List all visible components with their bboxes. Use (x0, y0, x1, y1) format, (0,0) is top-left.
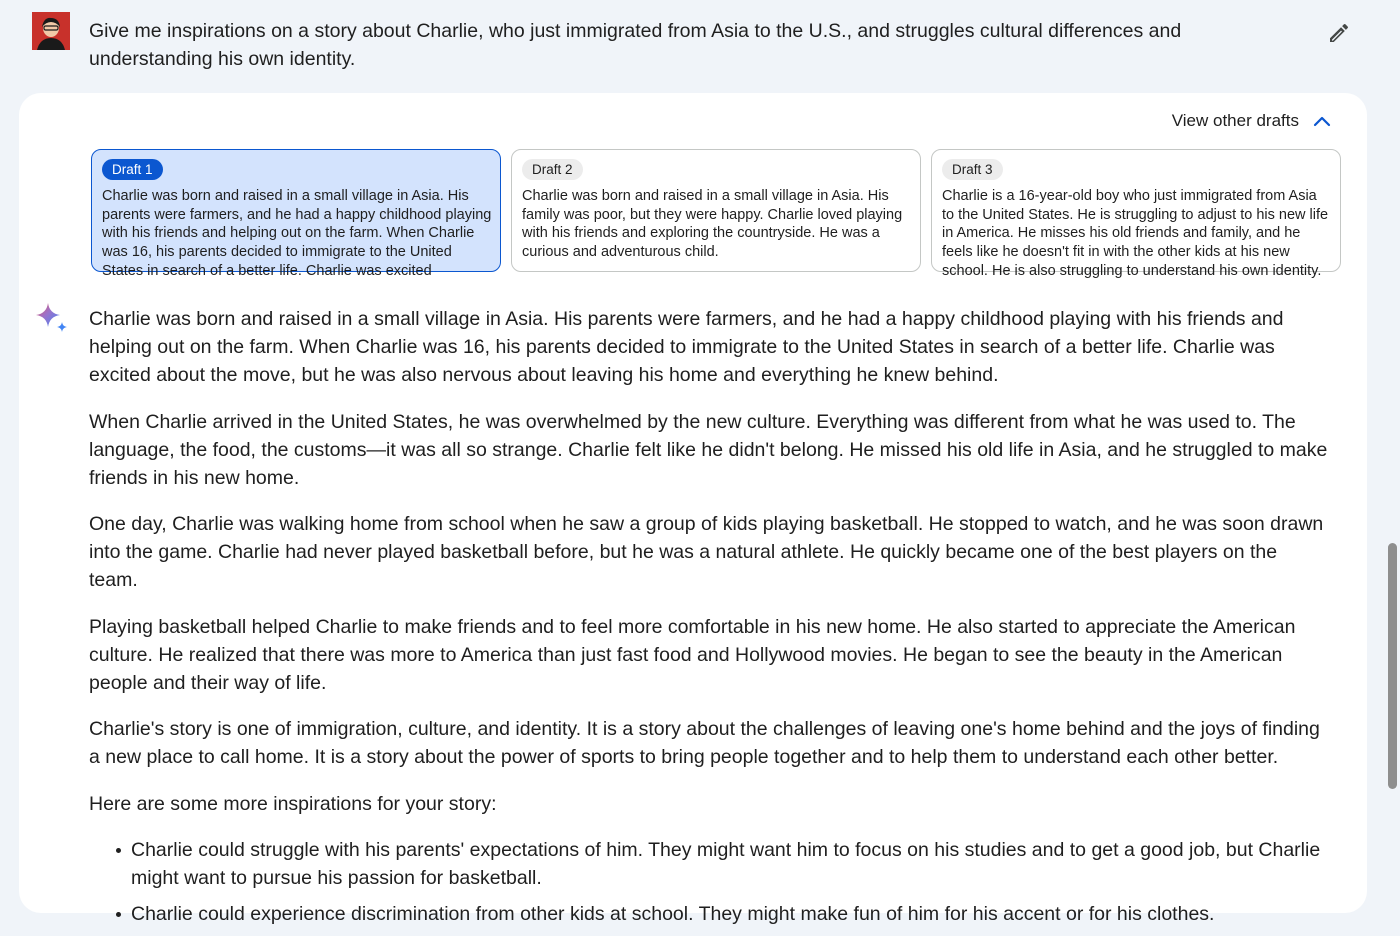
draft-label-3: Draft 3 (942, 159, 1003, 180)
gemini-sparkle-icon (35, 302, 69, 336)
response-paragraph: Playing basketball helped Charlie to make friends and to feel more comfortable in his new home. He also started to appreciate the American culture. He realized that there was more to America than just fast food and Hollywood movies. He began to see the beauty in the American people and their way of life. (89, 615, 1296, 694)
draft-label-1: Draft 1 (102, 159, 163, 180)
response-body (89, 305, 1329, 936)
list-item: Charlie could experience discrimination from other kids at school. They might make fun of him for his accent or for his clothes. (131, 900, 1329, 928)
draft-card-1[interactable] (91, 149, 501, 279)
response-paragraph: One day, Charlie was walking home from school when he saw a group of kids playing basketball. He stopped to watch, and he was soon drawn into the game. Charlie had never played basketball before, but he was a natural athlete. He quickly became one of the best players on the team. (89, 513, 1324, 591)
view-other-drafts-label: View other drafts (1171, 111, 1299, 130)
drafts-row (91, 149, 1343, 279)
chevron-up-icon (1313, 115, 1331, 127)
draft-card-3[interactable] (931, 149, 1341, 279)
scrollbar-thumb[interactable] (1388, 543, 1397, 789)
prompt-text: Give me inspirations on a story about Charlie, who just immigrated from Asia to the U.S., and struggles cultural differences and understanding his own identity. (89, 20, 1182, 70)
inspiration-list (89, 836, 1329, 928)
pencil-icon (1327, 21, 1351, 45)
draft-card-2[interactable] (511, 149, 921, 272)
draft-label-2: Draft 2 (522, 159, 583, 180)
edit-prompt-button[interactable] (1322, 16, 1356, 50)
response-paragraph: Here are some more inspirations for your story: (89, 792, 497, 815)
avatar-image (32, 12, 70, 50)
draft-preview-3: Charlie is a 16-year-old boy who just immigrated from Asia to the United States. He is struggling to adjust to his new life in America. He misses his old friends and family, and he feels like he doesn't fit in with the other kids at his new school. He is also struggling to understand his own identity. (942, 188, 1329, 279)
list-item: Charlie could struggle with his parents' expectations of him. They might want him to focus on his studies and to get a good job, but Charlie might want to pursue his passion for basketball. (131, 836, 1329, 892)
response-paragraph: Charlie's story is one of immigration, culture, and identity. It is a story about the challenges of leaving one's home behind and the joys of finding a new place to call home. It is a story about the power of sports to bring people together and to help them to understand each other better. (89, 718, 1320, 768)
view-other-drafts-button[interactable] (1172, 109, 1331, 133)
response-paragraph: Charlie was born and raised in a small village in Asia. His parents were farmers, and he had a happy childhood playing with his friends and helping out on the farm. When Charlie was 16, his parents decided to immigrate to the United States in search of a better life. Charlie was excited about the move, but he was also nervous about leaving his home and everything he knew behind. (89, 308, 1284, 386)
user-prompt-row (0, 0, 1400, 90)
draft-preview-2: Charlie was born and raised in a small village in Asia. His family was poor, but they were happy. Charlie loved playing with his friends and exploring the countryside. He was a curious and adventurous child. (522, 188, 903, 261)
user-avatar[interactable] (32, 12, 70, 50)
response-paragraph: When Charlie arrived in the United States, he was overwhelmed by the new culture. Everything was different from what he was used to. The language, the food, the customs—it was all so strange. Charlie felt like he didn't belong. He missed his old life in Asia, and he struggled to make friends in his new home. (89, 410, 1328, 489)
draft-preview-1: Charlie was born and raised in a small village in Asia. His parents were farmers, and he had a happy childhood playing with his friends and helping out on the farm. When Charlie was 16, his parents decided to immigrate to the United States in search of a better life. Charlie was excited (102, 188, 492, 279)
